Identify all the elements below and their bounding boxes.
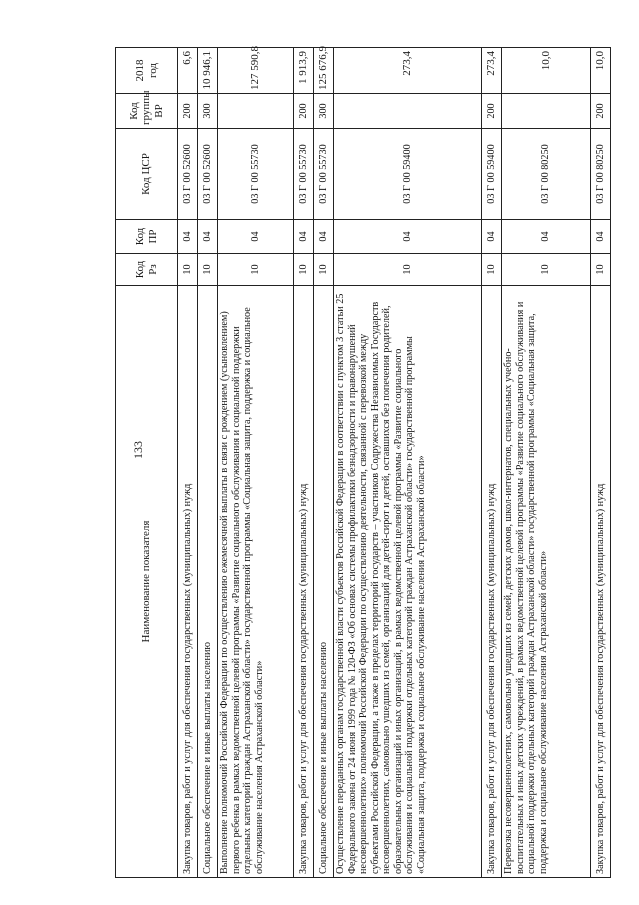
cell-year: 10 946,1 [198, 48, 218, 94]
cell-pr: 04 [334, 220, 482, 254]
table-row [482, 48, 502, 878]
cell-rz: 10 [482, 254, 502, 286]
cell-vr: 300 [198, 94, 218, 129]
cell-csr: 03 Г 00 55730 [218, 129, 294, 220]
cell-vr [218, 94, 294, 129]
header-vr: Код группы ВР [116, 94, 178, 129]
cell-vr [334, 94, 482, 129]
header-year: 2018 год [116, 48, 178, 94]
cell-csr: 03 Г 00 59400 [334, 129, 482, 220]
cell-name: Перевозка несовершеннолетних, самовольно ушедших из семей, детских домов, школ-интернатов, специальных учебно-воспитательных и иных детских учреждений, в рамках ведомственной целевой программы «Развитие социального обслуживания и социальной поддержки отдельных категорий граждан Астраханской области» государственной программы «Социальная защита, поддержка и социальное обслуживание населения Астраханской области» [502, 286, 591, 878]
cell-csr: 03 Г 00 52600 [198, 129, 218, 220]
cell-year: 273,4 [482, 48, 502, 94]
cell-csr: 03 Г 00 80250 [591, 129, 611, 220]
cell-name: Социальное обеспечение и иные выплаты населению [198, 286, 218, 878]
cell-vr: 200 [178, 94, 198, 129]
cell-vr: 200 [294, 94, 314, 129]
cell-rz: 10 [198, 254, 218, 286]
cell-name: Выполнение полномочий Российской Федерации по осуществлению ежемесячной выплаты в связи с рождением (усыновлением) первого ребенка в рамках ведомственной целевой программы «Развитие социального обслуживания и социальной поддержки отдельных категорий граждан Астраханской области» государственной программы «Социальная защита, поддержка и социальное обслуживание населения Астраханской области» [218, 286, 294, 878]
cell-name: Закупка товаров, работ и услуг для обеспечения государственных (муниципальных) нужд [178, 286, 198, 878]
cell-vr: 200 [591, 94, 611, 129]
cell-name: Осуществление переданных органам государственной власти субъектов Российской Федерации в соответствии с пунктом 3 статьи 25 Федерального закона от 24 июня 1999 года № 120-ФЗ «Об основах системы профилактики безнадзорности и правонарушений несовершеннолетних» полномочий Российской Федерации по осуществлению деятельности, связанной с перевозкой между субъектами Российской Федерации, а также в пределах территорий государств – участников Содружества Независимых Государств несовершеннолетних, самовольно ушедших из семей, организаций для детей-сирот и детей, оставшихся без попечения родителей, образовательных организаций и иных организаций, в рамках ведомственной целевой программы «Развитие социального обслуживания и социальной поддержки отдельных категорий граждан Астраханской области» государственной программы «Социальная защита, поддержка и социальное обслуживание населения Астраханской области» [334, 286, 482, 878]
cell-pr: 04 [314, 220, 334, 254]
cell-year: 1 913,9 [294, 48, 314, 94]
table-row [591, 48, 611, 878]
rotated-table-frame [115, 48, 610, 878]
table-header-row [116, 48, 178, 878]
table-row [314, 48, 334, 878]
cell-pr: 04 [178, 220, 198, 254]
cell-year: 6,6 [178, 48, 198, 94]
cell-year: 127 590,8 [218, 48, 294, 94]
cell-rz: 10 [218, 254, 294, 286]
table-row [218, 48, 294, 878]
cell-rz: 10 [502, 254, 591, 286]
table-row [334, 48, 482, 878]
table-row [178, 48, 198, 878]
cell-year: 273,4 [334, 48, 482, 94]
cell-year: 10,0 [591, 48, 611, 94]
cell-vr [502, 94, 591, 129]
cell-pr: 04 [198, 220, 218, 254]
cell-pr: 04 [218, 220, 294, 254]
table-row [502, 48, 591, 878]
cell-csr: 03 Г 00 55730 [314, 129, 334, 220]
budget-table [115, 47, 611, 878]
cell-csr: 03 Г 00 80250 [502, 129, 591, 220]
cell-csr: 03 Г 00 59400 [482, 129, 502, 220]
cell-pr: 04 [502, 220, 591, 254]
cell-name: Закупка товаров, работ и услуг для обеспечения государственных (муниципальных) нужд [482, 286, 502, 878]
cell-rz: 10 [334, 254, 482, 286]
cell-name: Закупка товаров, работ и услуг для обеспечения государственных (муниципальных) нужд [294, 286, 314, 878]
cell-csr: 03 Г 00 52600 [178, 129, 198, 220]
cell-vr: 200 [482, 94, 502, 129]
cell-rz: 10 [314, 254, 334, 286]
cell-name: Социальное обеспечение и иные выплаты населению [314, 286, 334, 878]
cell-pr: 04 [294, 220, 314, 254]
cell-name: Закупка товаров, работ и услуг для обеспечения государственных (муниципальных) нужд [591, 286, 611, 878]
cell-year: 10,0 [502, 48, 591, 94]
table-row [198, 48, 218, 878]
cell-year: 125 676,9 [314, 48, 334, 94]
table-row [294, 48, 314, 878]
cell-pr: 04 [482, 220, 502, 254]
header-name: Наименование показателя [116, 286, 178, 878]
header-pr: Код ПР [116, 220, 178, 254]
cell-rz: 10 [178, 254, 198, 286]
page-number: 133 [131, 441, 145, 459]
header-rz: Код Рз [116, 254, 178, 286]
cell-csr: 03 Г 00 55730 [294, 129, 314, 220]
cell-vr: 300 [314, 94, 334, 129]
cell-rz: 10 [591, 254, 611, 286]
cell-pr: 04 [591, 220, 611, 254]
header-csr: Код ЦСР [116, 129, 178, 220]
cell-rz: 10 [294, 254, 314, 286]
